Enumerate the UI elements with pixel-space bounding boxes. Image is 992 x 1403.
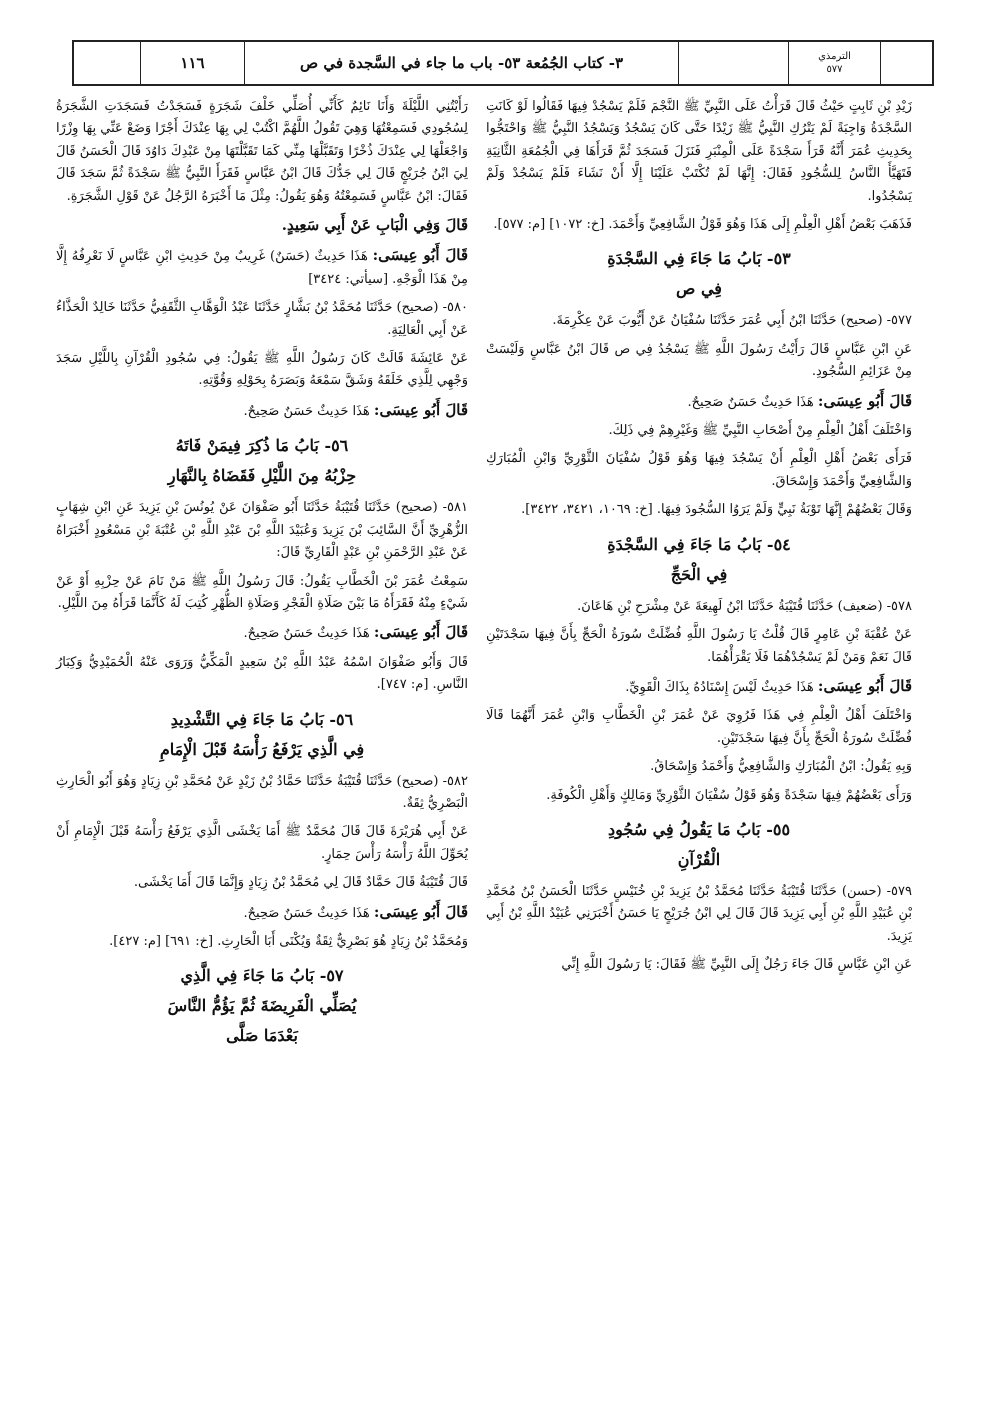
tirmidhi-comment (56, 901, 468, 925)
heading-line: حِزْبُهُ مِنَ اللَّيْلِ فَقَضَاهُ بِالنَّهَارِ (167, 466, 357, 486)
heading-line: بَعْدَمَا صَلَّى (226, 1026, 298, 1046)
heading-line: فِي الَّذِي يَرْفَعُ رَأْسَهُ قَبْلَ الْإِمَامِ (159, 739, 365, 759)
hadith-isnad: ٥٨٠- (صحيح) حَدَّثَنَا مُحَمَّدُ بْنُ بَشَّارٍ حَدَّثَنَا عَبْدُ الْوَهَّابِ الثَّقَفِيُّ حَدَّثَنَا خَالِدٌ الْحَذَّاءُ عَنْ أَبِي الْعَالِيَةِ. (56, 300, 468, 338)
text-paragraph: زَيْدِ بْنِ ثَابِتٍ حَيْثُ قَالَ قَرَأْتُ عَلَى النَّبِيِّ ﷺ النَّجْمَ فَلَمْ يَسْجُدْ فِيهَا فَقَالُوا لَوْ كَانَتِ السَّجْدَةُ وَاجِبَةً لَمْ يَتْرُكِ النَّبِيُّ ﷺ زَيْدًا حَتَّى كَانَ يَسْجُدُ وَيَسْجُدُ النَّبِيُّ ﷺ وَاحْتَجُّوا بِحَدِيثِ عُمَرَ أَنَّهُ قَرَأَ سَجْدَةً عَلَى الْمِنْبَرِ فَنَزَلَ فَسَجَدَ ثُمَّ قَرَأَهَا فِي الْجُمُعَةِ الثَّانِيَةِ فَتَهَيَّأَ النَّاسُ لِلسُّجُودِ فَقَالَ: إِنَّهَا لَمْ تُكْتَبْ عَلَيْنَا إِلَّا أَنْ نَشَاءَ فَلَمْ يَسْجُدْ وَلَمْ يَسْجُدُوا. (486, 99, 912, 204)
text-paragraph: قَالَ قُتَيْبَةُ قَالَ حَمَّادٌ قَالَ لِي مُحَمَّدُ بْنُ زِيَادٍ وَإِنَّمَا قَالَ أَمَا يَخْشَى. (133, 875, 468, 891)
chapter-heading-53 (486, 244, 912, 304)
text-paragraph: وَقَالَ بَعْضُهُمْ إِنَّهَا تَوْبَةُ نَبِيٍّ وَلَمْ يَرَوُا السُّجُودَ فِيهَا. [خ: ١٠٦٩، ٣٤٢١، ٣٤٢٢]. (521, 502, 912, 518)
speaker-name: قَالَ أَبُو عِيسَى: (373, 400, 468, 419)
fil-bab-text: قَالَ وَفِي الْبَابِ عَنْ أَبِي سَعِيدٍ. (281, 216, 468, 235)
comment-text: هَذَا حَدِيثٌ حَسَنٌ صَحِيحٌ. (243, 626, 370, 642)
book-info-cell (788, 42, 880, 84)
hadith-isnad: ٥٧٧- (صحيح) حَدَّثَنَا ابْنُ أَبِي عُمَرَ حَدَّثَنَا سُفْيَانُ عَنْ أَيُّوبَ عَنْ عِكْرِمَةَ. (552, 313, 912, 329)
comment-text: هَذَا حَدِيثٌ (حَسَنٌ) غَرِيبٌ مِنْ حَدِيثِ ابْنِ عَبَّاسٍ لَا نَعْرِفُهُ إِلَّا مِنْ هَذَا الْوَجْهِ. [سيأتي: ٣٤٢٤] (56, 249, 468, 287)
left-column (56, 96, 468, 1057)
hadith-matn: عَنْ عُقْبَةَ بْنِ عَامِرٍ قَالَ قُلْتُ يَا رَسُولَ اللَّهِ فُضِّلَتْ سُورَةُ الْحَجِّ بِأَنَّ فِيهَا سَجْدَتَيْنِ قَالَ نَعَمْ وَمَنْ لَمْ يَسْجُدْهُمَا فَلَا يَقْرَأْهُمَا. (486, 627, 912, 665)
chapter-heading-55 (486, 815, 912, 875)
chapter-heading-54 (486, 530, 912, 590)
header-empty-cell (880, 42, 932, 84)
text-paragraph: فَذَهَبَ بَعْضُ أَهْلِ الْعِلْمِ إِلَى هَذَا وَهُوَ قَوْلُ الشَّافِعِيِّ وَأَحْمَدَ. [خ: ١٠٧٢] [م: ٥٧٧]. (493, 217, 912, 233)
speaker-name: قَالَ أَبُو عِيسَى: (372, 246, 469, 265)
hadith-matn: عَنْ عَائِشَةَ قَالَتْ كَانَ رَسُولُ اللَّهِ ﷺ يَقُولُ: فِي سُجُودِ الْقُرْآنِ بِاللَّيْلِ سَجَدَ وَجْهِي لِلَّذِي خَلَقَهُ وَشَقَّ سَمْعَهُ وَبَصَرَهُ بِحَوْلِهِ وَقُوَّتِهِ. (56, 351, 468, 389)
chapter-title: ٣- كتاب الجُمُعة ٥٣- باب ما جاء في السَّجدة في ص (244, 42, 678, 84)
text-paragraph: وَاخْتَلَفَ أَهْلُ الْعِلْمِ فِي هَذَا فَرُوِيَ عَنْ عُمَرَ بْنِ الْخَطَّابِ وَابْنِ عُمَرَ أَنَّهُمَا قَالَا فُضِّلَتْ سُورَةُ الْحَجِّ بِأَنَّ فِيهَا سَجْدَتَيْنِ. (486, 708, 912, 746)
tirmidhi-comment (56, 621, 468, 645)
heading-line: ٥٥- بَابُ مَا يَقُولُ فِي سُجُودِ (607, 819, 791, 839)
header-empty-cell (74, 42, 140, 84)
speaker-name: قَالَ أَبُو عِيسَى: (817, 676, 912, 695)
hadith-matn: عَنْ أَبِي هُرَيْرَةَ قَالَ قَالَ مُحَمَّدٌ ﷺ أَمَا يَخْشَى الَّذِي يَرْفَعُ رَأْسَهُ قَبْلَ الْإِمَامِ أَنْ يُحَوِّلَ اللَّهُ رَأْسَهُ رَأْسَ حِمَارٍ. (56, 824, 468, 862)
hadith-matn: عَنِ ابْنِ عَبَّاسٍ قَالَ جَاءَ رَجُلٌ إِلَى النَّبِيِّ ﷺ فَقَالَ: يَا رَسُولَ اللَّهِ إِنِّي (561, 957, 912, 973)
heading-line: ٥٣- بَابُ مَا جَاءَ فِي السَّجْدَةِ (607, 249, 791, 269)
header-empty-cell (678, 42, 788, 84)
text-paragraph: وَاخْتَلَفَ أَهْلُ الْعِلْمِ مِنْ أَصْحَابِ النَّبِيِّ ﷺ وَغَيْرِهِمْ فِي ذَلِكَ. (608, 423, 912, 439)
chapter-heading-56a (56, 431, 468, 491)
fil-bab-note (56, 214, 468, 238)
hadith-matn: سَمِعْتُ عُمَرَ بْنَ الْخَطَّابِ يَقُولُ: قَالَ رَسُولُ اللَّهِ ﷺ مَنْ نَامَ عَنْ حِزْبِهِ أَوْ عَنْ شَيْءٍ مِنْهُ فَقَرَأَهُ مَا بَيْنَ صَلَاةِ الْفَجْرِ وَصَلَاةِ الظُّهْرِ كُتِبَ لَهُ كَأَنَّمَا قَرَأَهُ مِنَ اللَّيْلِ. (56, 573, 468, 611)
hadith-isnad: ٥٧٨- (ضعيف) حَدَّثَنَا قُتَيْبَةُ حَدَّثَنَا ابْنُ لَهِيعَةَ عَنْ مِشْرَحِ بْنِ هَاعَانَ. (577, 598, 912, 614)
heading-line: الْقُرْآنِ (677, 849, 721, 869)
hadith-isnad: ٥٨٢- (صحيح) حَدَّثَنَا قُتَيْبَةُ حَدَّثَنَا حَمَّادُ بْنُ زَيْدٍ عَنْ مُحَمَّدِ بْنِ زِيَادٍ وَهُوَ أَبُو الْحَارِثِ الْبَصْرِيُّ ثِقَةٌ. (56, 773, 468, 811)
text-paragraph: وَمُحَمَّدُ بْنُ زِيَادٍ هُوَ بَصْرِيٌّ ثِقَةٌ وَيُكْنَى أَبَا الْحَارِثِ. [خ: ٦٩١] [م: ٤٢٧]. (109, 933, 468, 949)
heading-line: فِي ص (676, 279, 722, 299)
text-paragraph: وَبِهِ يَقُولُ: ابْنُ الْمُبَارَكِ وَالشَّافِعِيُّ وَأَحْمَدُ وَإِسْحَاقُ. (650, 759, 912, 775)
page-number: ١١٦ (140, 42, 244, 84)
heading-line: فِي الْحَجِّ (670, 564, 728, 584)
heading-line: ٥٧- بَابُ مَا جَاءَ فِي الَّذِي (180, 966, 344, 986)
page-header (72, 40, 934, 86)
text-paragraph: وَرَأَى بَعْضُهُمْ فِيهَا سَجْدَةً وَهُوَ قَوْلُ سُفْيَانَ الثَّوْرِيِّ وَمَالِكٍ وَأَهْلِ الْكُوفَةِ. (546, 787, 912, 803)
text-paragraph: فَرَأَى بَعْضُ أَهْلِ الْعِلْمِ أَنْ يَسْجُدَ فِيهَا وَهُوَ قَوْلُ سُفْيَانَ الثَّوْرِيِّ وَابْنِ الْمُبَارَكِ وَالشَّافِعِيِّ وَأَحْمَدَ وَإِسْحَاقَ. (486, 451, 912, 489)
heading-line: ٥٤- بَابُ مَا جَاءَ فِي السَّجْدَةِ (607, 534, 791, 554)
tirmidhi-comment (486, 675, 912, 699)
hadith-isnad: ٥٧٩- (حسن) حَدَّثَنَا قُتَيْبَةُ حَدَّثَنَا مُحَمَّدُ بْنُ يَزِيدَ بْنِ خُنَيْسٍ حَدَّثَنَا الْحَسَنُ بْنُ مُحَمَّدِ بْنِ عُبَيْدِ اللَّهِ بْنِ أَبِي يَزِيدَ قَالَ قَالَ لِي ابْنُ جُرَيْجٍ يَا حَسَنُ أَخْبَرَنِي عُبَيْدُ اللَّهِ بْنُ أَبِي يَزِيدَ. (486, 883, 912, 944)
text-paragraph: رَأَيْتُنِي اللَّيْلَةَ وَأَنَا نَائِمٌ كَأَنِّي أُصَلِّي خَلْفَ شَجَرَةٍ فَسَجَدْتُ فَسَجَدَتِ الشَّجَرَةُ لِسُجُودِي فَسَمِعْتُهَا وَهِيَ تَقُولُ اللَّهُمَّ اكْتُبْ لِي بِهَا عِنْدَكَ أَجْرًا وَضَعْ عَنِّي بِهَا وِزْرًا وَاجْعَلْهَا لِي عِنْدَكَ ذُخْرًا وَتَقَبَّلْهَا مِنِّي كَمَا تَقَبَّلْتَهَا مِنْ عَبْدِكَ دَاوُدَ قَالَ الْحَسَنُ قَالَ لِيَ ابْنُ جُرَيْجٍ قَالَ لِي جَدُّكَ قَالَ ابْنُ عَبَّاسٍ فَقَرَأَ النَّبِيُّ ﷺ سَجْدَةً ثُمَّ سَجَدَ قَالَ فَقَالَ: ابْنُ عَبَّاسٍ فَسَمِعْتُهُ وَهُوَ يَقُولُ: مِثْلَ مَا أَخْبَرَهُ الرَّجُلُ عَنْ قَوْلِ الشَّجَرَةِ. (56, 99, 468, 204)
comment-text: هَذَا حَدِيثٌ حَسَنٌ صَحِيحٌ. (243, 403, 370, 419)
hadith-isnad: ٥٨١- (صحيح) حَدَّثَنَا قُتَيْبَةُ حَدَّثَنَا أَبُو صَفْوَانَ عَنْ يُونُسَ بْنِ يَزِيدَ عَنِ ابْنِ شِهَابٍ الزُّهْرِيِّ أَنَّ السَّائِبَ بْنَ يَزِيدَ وَعُبَيْدَ اللَّهِ بْنَ عَبْدِ اللَّهِ بْنِ عُتْبَةَ بْنِ مَسْعُودٍ أَخْبَرَاهُ عَنْ عَبْدِ الرَّحْمَنِ بْنِ عَبْدٍ الْقَارِيِّ قَالَ: (56, 500, 468, 561)
tirmidhi-comment (56, 399, 468, 423)
heading-line: ٥٦- بَابُ مَا ذُكِرَ فِيمَنْ فَاتَهُ (175, 436, 349, 456)
tirmidhi-comment (486, 390, 912, 414)
hadith-matn: عَنِ ابْنِ عَبَّاسٍ قَالَ رَأَيْتُ رَسُولَ اللَّهِ ﷺ يَسْجُدُ فِي ص قَالَ ابْنُ عَبَّاسٍ وَلَيْسَتْ مِنْ عَزَائِمِ السُّجُودِ. (486, 341, 912, 380)
heading-line: يُصَلِّي الْفَرِيضَةَ ثُمَّ يَؤُمُّ النَّاسَ (167, 996, 357, 1016)
speaker-name: قَالَ أَبُو عِيسَى: (817, 391, 912, 410)
tirmidhi-comment (56, 244, 468, 291)
speaker-name: قَالَ أَبُو عِيسَى: (373, 623, 468, 642)
comment-text: هَذَا حَدِيثٌ حَسَنٌ صَحِيحٌ. (687, 394, 814, 410)
heading-line: ٥٦- بَابُ مَا جَاءَ فِي التَّشْدِيدِ (170, 709, 354, 729)
chapter-heading-57 (56, 961, 468, 1051)
book-number: ٥٧٧ (826, 64, 843, 75)
book-name: الترمذي (818, 51, 851, 62)
comment-text: هَذَا حَدِيثٌ لَيْسَ إِسْنَادُهُ بِذَاكَ الْقَوِيِّ. (625, 679, 814, 695)
speaker-name: قَالَ أَبُو عِيسَى: (373, 902, 468, 921)
chapter-heading-56b (56, 705, 468, 765)
text-paragraph: قَالَ وَأَبُو صَفْوَانَ اسْمُهُ عَبْدُ اللَّهِ بْنُ سَعِيدٍ الْمَكِّيُّ وَرَوَى عَنْهُ الْحُمَيْدِيُّ وَكِبَارُ النَّاسِ. [م: ٧٤٧]. (56, 654, 468, 693)
right-column (486, 96, 912, 983)
comment-text: هَذَا حَدِيثٌ حَسَنٌ صَحِيحٌ. (243, 905, 370, 921)
